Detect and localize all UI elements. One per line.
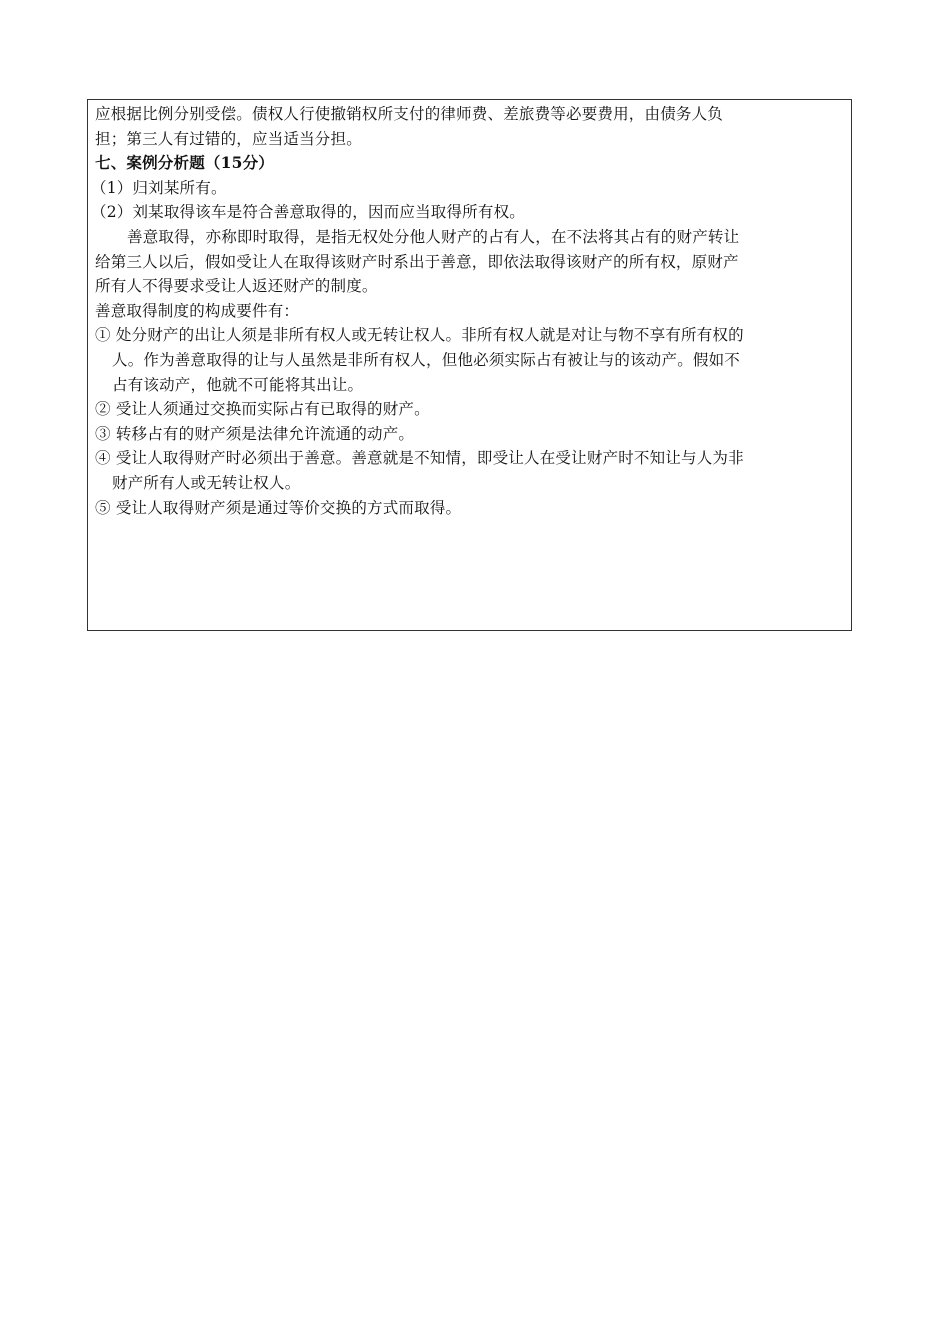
definition-line-1: 善意取得，亦称即时取得，是指无权处分他人财产的占有人，在不法将其占有的财产转让 [127,227,740,246]
element-item-4 [95,446,845,495]
element-item-5 [95,496,845,521]
element-item-2 [95,397,845,422]
elements-heading: 善意取得制度的构成要件有： [95,301,300,320]
element-item-1-line-2: 人。作为善意取得的让与人虽然是非所有权人，但他必须实际占有被让与的该动产。假如不 [112,350,741,369]
definition-line-3: 所有人不得要求受让人返还财产的制度。 [95,277,378,296]
element-item-5-first-line: ⑤ 受让人取得财产须是通过等价交换的方式而取得。 [95,498,462,517]
section-heading: 七、案例分析题（15分） [95,153,274,173]
answer-2: （2）刘某取得该车是符合善意取得的，因而应当取得所有权。 [91,203,525,222]
element-item-1-first-line: ① 处分财产的出让人须是非所有权人或无转让权人。非所有权人就是对让与物不享有所有权的 [95,326,744,345]
element-item-2-first-line: ② 受让人须通过交换而实际占有已取得的财产。 [95,400,430,419]
element-item-3 [95,422,845,447]
definition-line-2: 给第三人以后，假如受让人在取得该财产时系出于善意，即依法取得该财产的所有权，原财产 [95,252,739,271]
element-item-1 [95,323,845,397]
intro-line-2: 担；第三人有过错的，应当适当分担。 [95,129,362,148]
element-item-3-first-line: ③ 转移占有的财产须是法律允许流通的动产。 [95,424,415,443]
intro-line-1: 应根据比例分别受偿。债权人行使撤销权所支付的律师费、差旅费等必要费用，由债务人负 [95,105,724,123]
element-item-4-first-line: ④ 受让人取得财产时必须出于善意。善意就是不知情，即受让人在受让财产时不知让与人为非 [95,449,744,468]
element-item-1-line-3: 占有该动产，他就不可能将其出让。 [112,375,364,394]
element-item-4-line-2: 财产所有人或无转让权人。 [112,473,301,492]
answer-box [87,99,852,631]
answer-1: （1）归刘某所有。 [91,178,227,197]
